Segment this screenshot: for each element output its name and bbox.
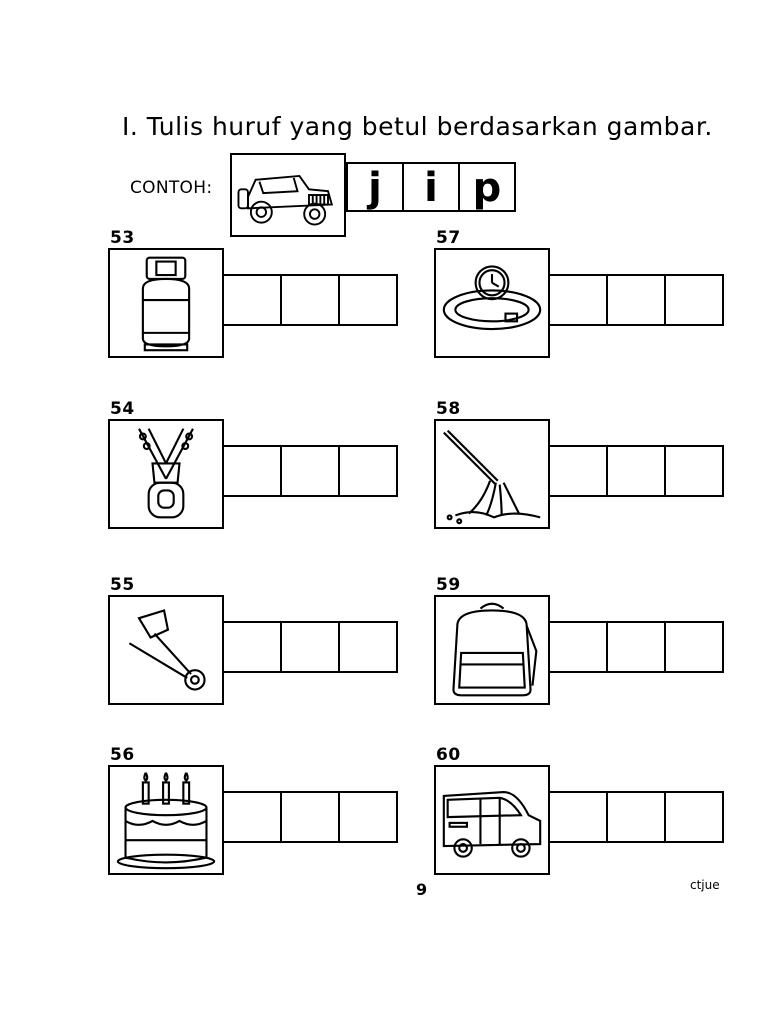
question-number: 58	[436, 399, 461, 419]
zipper-icon	[110, 421, 222, 527]
answer-boxes	[222, 621, 398, 673]
question-number: 60	[436, 745, 461, 765]
answer-box[interactable]	[338, 445, 398, 497]
mop-icon	[436, 421, 548, 527]
question-53	[108, 228, 408, 368]
question-57	[434, 228, 734, 368]
answer-box[interactable]	[548, 621, 608, 673]
answer-boxes	[548, 274, 724, 326]
answer-box[interactable]	[222, 445, 282, 497]
wristwatch-icon	[436, 250, 548, 356]
example-letter-box	[346, 162, 404, 212]
answer-box[interactable]	[548, 791, 608, 843]
question-number: 54	[110, 399, 135, 419]
question-56	[108, 745, 408, 885]
backpack-icon	[436, 597, 548, 703]
question-58	[434, 399, 734, 539]
jeep-icon	[232, 155, 344, 235]
answer-box[interactable]	[338, 791, 398, 843]
answer-box[interactable]	[606, 621, 666, 673]
answer-box[interactable]	[280, 621, 340, 673]
question-picture	[434, 248, 550, 358]
gas-cylinder-icon	[110, 250, 222, 356]
answer-box[interactable]	[280, 274, 340, 326]
question-picture	[108, 595, 224, 705]
answer-box[interactable]	[338, 274, 398, 326]
question-60	[434, 745, 734, 885]
author-credit: ctjue	[690, 878, 720, 892]
question-number: 59	[436, 575, 461, 595]
question-picture	[108, 419, 224, 529]
answer-box[interactable]	[664, 274, 724, 326]
question-picture	[434, 765, 550, 875]
question-picture	[108, 765, 224, 875]
example-label: CONTOH:	[130, 178, 213, 198]
example-letter: p	[472, 165, 502, 211]
answer-box[interactable]	[280, 445, 340, 497]
example-letter-box	[458, 162, 516, 212]
birthday-cake-icon	[110, 767, 222, 873]
question-number: 56	[110, 745, 135, 765]
answer-box[interactable]	[222, 791, 282, 843]
answer-box[interactable]	[280, 791, 340, 843]
answer-box[interactable]	[664, 445, 724, 497]
van-icon	[436, 767, 548, 873]
answer-box[interactable]	[548, 274, 608, 326]
answer-box[interactable]	[222, 621, 282, 673]
answer-boxes	[222, 274, 398, 326]
question-55	[108, 575, 408, 715]
answer-boxes	[548, 445, 724, 497]
answer-box[interactable]	[548, 445, 608, 497]
question-number: 55	[110, 575, 135, 595]
answer-boxes	[222, 445, 398, 497]
question-59	[434, 575, 734, 715]
answer-box[interactable]	[606, 445, 666, 497]
question-number: 57	[436, 228, 461, 248]
answer-boxes	[222, 791, 398, 843]
example-picture	[230, 153, 346, 237]
question-picture	[108, 248, 224, 358]
answer-box[interactable]	[606, 791, 666, 843]
answer-box[interactable]	[664, 621, 724, 673]
example-letter: j	[368, 165, 382, 211]
example-letter-box	[402, 162, 460, 212]
question-picture	[434, 595, 550, 705]
answer-boxes	[548, 791, 724, 843]
page-number: 9	[416, 880, 428, 899]
answer-boxes	[548, 621, 724, 673]
instruction-heading: I. Tulis huruf yang betul berdasarkan gambar.	[122, 112, 713, 141]
answer-box[interactable]	[664, 791, 724, 843]
example-letter: i	[424, 165, 438, 211]
safety-pin-icon	[110, 597, 222, 703]
example-letter-boxes	[346, 162, 516, 212]
question-number: 53	[110, 228, 135, 248]
answer-box[interactable]	[222, 274, 282, 326]
question-54	[108, 399, 408, 539]
answer-box[interactable]	[338, 621, 398, 673]
question-picture	[434, 419, 550, 529]
answer-box[interactable]	[606, 274, 666, 326]
